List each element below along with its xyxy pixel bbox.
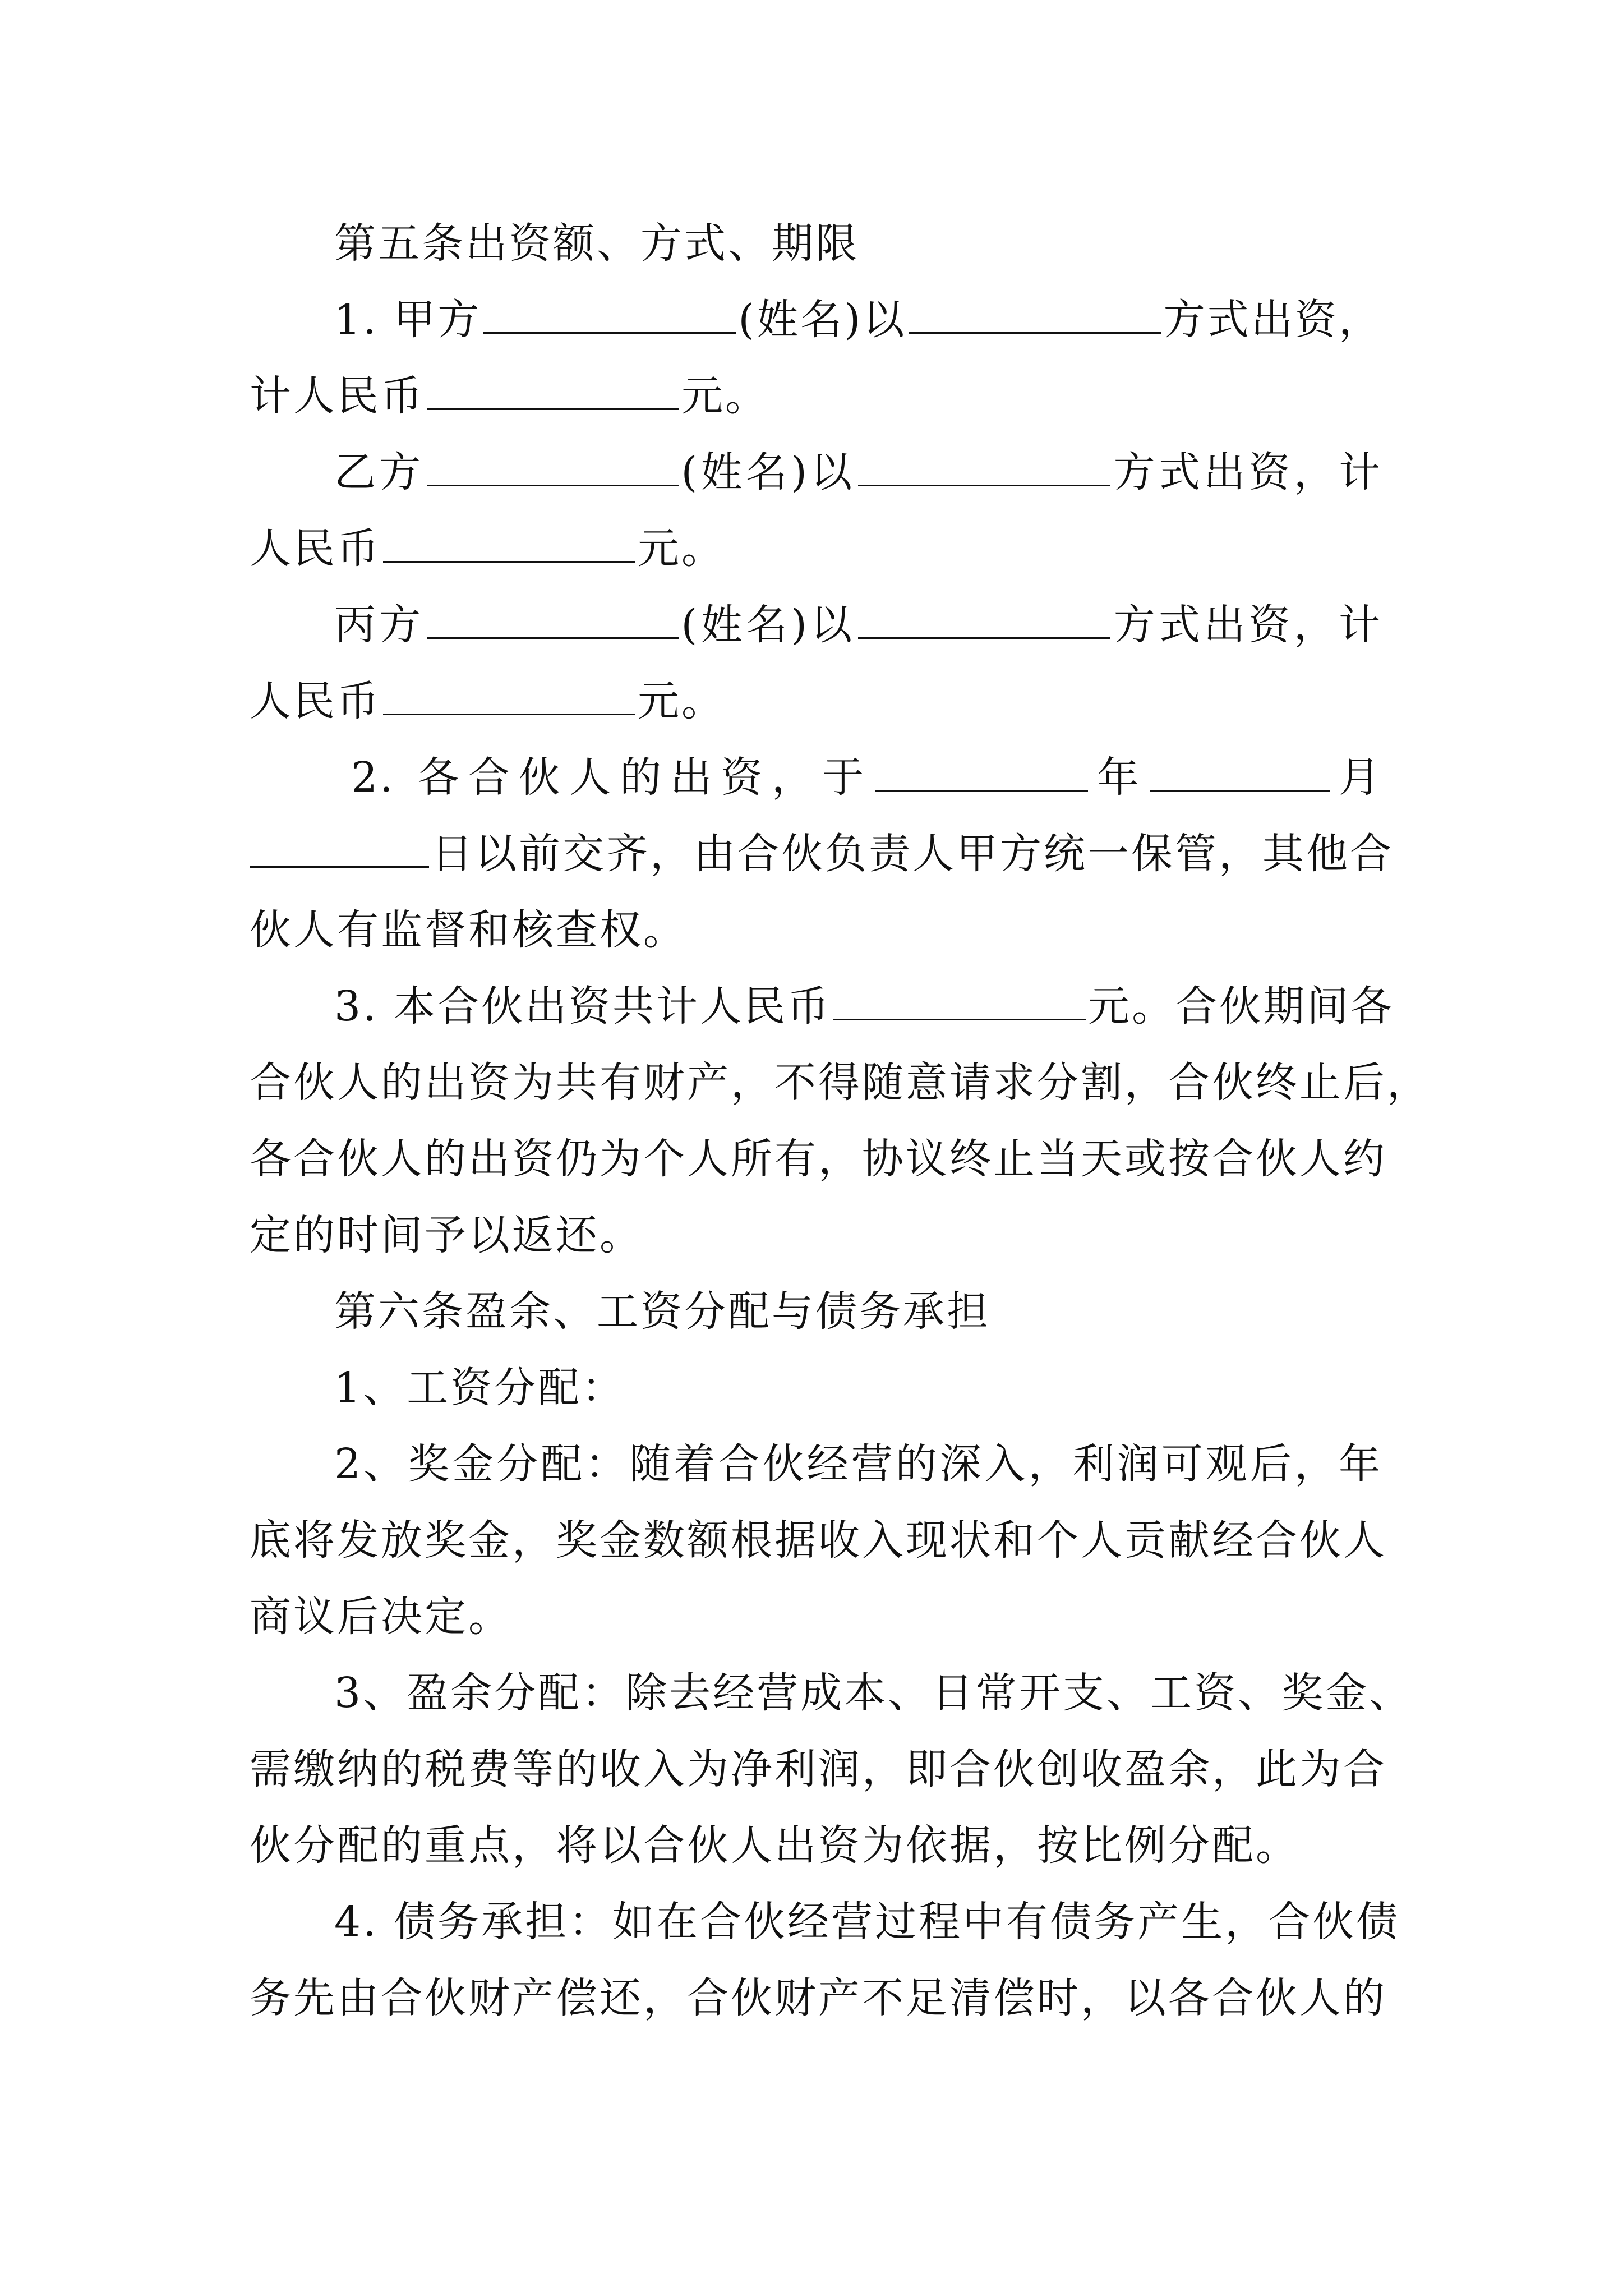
party-c-prefix: 丙方 (334, 601, 425, 649)
party-a-name-blank[interactable] (483, 296, 736, 334)
article-6-item-2-line-3 (250, 1583, 1382, 1650)
party-a-name-label: (姓名)以 (738, 296, 907, 344)
article-6-item-3-line1-text: 3、盈余分配：除去经营成本、日常开支、工资、奖金、 (334, 1669, 1413, 1717)
item-3-prefix: 3. 本合伙出资共计人民币 (334, 982, 832, 1030)
article-6-item-2-line1-text: 2、奖金分配：随着合伙经营的深入，利润可观后，年 (334, 1440, 1382, 1488)
item-3-line-4 (250, 1202, 1382, 1269)
item-2-line-2 (250, 820, 1394, 887)
article-6-item-2-line3-text: 商议后决定。 (250, 1593, 512, 1641)
party-b-way-label: 方式出资，计 (1112, 448, 1382, 496)
item-2-line-1 (351, 744, 1382, 811)
article-6-item-3-line2-text: 需缴纳的税费等的收入为净利润，即合伙创收盈余，此为合 (250, 1745, 1387, 1793)
party-b-unit: 元。 (638, 524, 725, 573)
party-c-line-1 (334, 591, 1382, 659)
party-b-line-1 (334, 439, 1382, 506)
article-6-item-4-line2-text: 务先由合伙财产偿还，合伙财产不足清偿时，以各合伙人的 (250, 1974, 1387, 2022)
article-6-item-4-line1-text: 4. 债务承担：如在合伙经营过程中有债务产生，合伙债 (334, 1898, 1400, 1946)
party-c-name-label: (姓名)以 (681, 601, 856, 649)
party-b-way-blank[interactable] (858, 449, 1110, 486)
party-c-unit: 元。 (638, 677, 725, 725)
party-b-line2-prefix: 人民币 (250, 524, 381, 573)
item-3-line3-text: 各合伙人的出资仍为个人所有，协议终止当天或按合伙人约 (250, 1135, 1387, 1183)
article-6-item-4-line-1 (334, 1888, 1400, 1955)
item-2-line2-text: 日以前交齐，由合伙负责人甲方统一保管，其他合 (431, 830, 1394, 878)
party-b-name-label: (姓名)以 (681, 448, 856, 496)
party-a-line-2 (250, 362, 1382, 430)
day-blank[interactable] (250, 830, 429, 868)
party-c-amount-blank[interactable] (383, 678, 635, 715)
item-3-suffix: 元。合伙期间各 (1088, 982, 1395, 1030)
year-label: 年 (1090, 753, 1148, 802)
party-c-way-label: 方式出资，计 (1112, 601, 1382, 649)
article-6-item-3-line-1 (334, 1659, 1413, 1727)
party-c-line2-prefix: 人民币 (250, 677, 381, 725)
party-a-unit: 元。 (681, 372, 769, 420)
party-c-name-blank[interactable] (427, 601, 679, 639)
article-6-title-text: 第六条盈余、工资分配与债务承担 (334, 1287, 990, 1336)
party-b-line-2 (250, 515, 1382, 582)
article-6-item-1-text: 1、工资分配： (334, 1364, 626, 1412)
item-3-line-2 (250, 1049, 1431, 1116)
article-6-item-3-line-2 (250, 1736, 1387, 1803)
year-blank[interactable] (875, 754, 1088, 792)
party-a-line-1 (334, 286, 1382, 353)
party-a-amount-blank[interactable] (427, 372, 679, 410)
party-b-name-blank[interactable] (427, 449, 679, 486)
article-6-title (334, 1278, 1467, 1345)
item-3-line-3 (250, 1125, 1387, 1193)
party-a-line2-prefix: 计人民币 (250, 372, 425, 420)
party-b-amount-blank[interactable] (383, 525, 635, 563)
article-6-item-3-line3-text: 伙分配的重点，将以合伙人出资为依据，按比例分配。 (250, 1821, 1299, 1870)
item-2-prefix: 2. 各合伙人的出资，于 (351, 753, 873, 802)
month-blank[interactable] (1150, 754, 1330, 792)
party-c-way-blank[interactable] (858, 601, 1110, 639)
article-5-title-text: 第五条出资额、方式、期限 (334, 219, 859, 268)
item-2-line3-text: 伙人有监督和核查权。 (250, 906, 687, 954)
party-a-way-label: 方式出资， (1163, 296, 1382, 344)
article-6-item-2-line-1 (334, 1430, 1382, 1498)
month-label: 月 (1331, 753, 1383, 802)
article-6-item-1 (334, 1354, 1467, 1421)
total-amount-blank[interactable] (833, 983, 1086, 1020)
article-5-title (334, 210, 1467, 277)
item-3-line4-text: 定的时间予以返还。 (250, 1211, 643, 1259)
item-3-line-1 (334, 973, 1395, 1040)
item-2-line-3 (250, 896, 1382, 964)
item-3-line2-text: 合伙人的出资为共有财产，不得随意请求分割，合伙终止后， (250, 1059, 1431, 1107)
party-b-prefix: 乙方 (334, 448, 425, 496)
article-6-item-2-line-2 (250, 1507, 1387, 1574)
party-a-way-blank[interactable] (909, 296, 1161, 334)
party-a-prefix: 1. 甲方 (334, 296, 482, 344)
party-c-line-2 (250, 668, 1382, 735)
article-6-item-3-line-3 (250, 1812, 1382, 1879)
article-6-item-4-line-2 (250, 1964, 1387, 2032)
article-6-item-2-line2-text: 底将发放奖金，奖金数额根据收入现状和个人贡献经合伙人 (250, 1516, 1387, 1565)
